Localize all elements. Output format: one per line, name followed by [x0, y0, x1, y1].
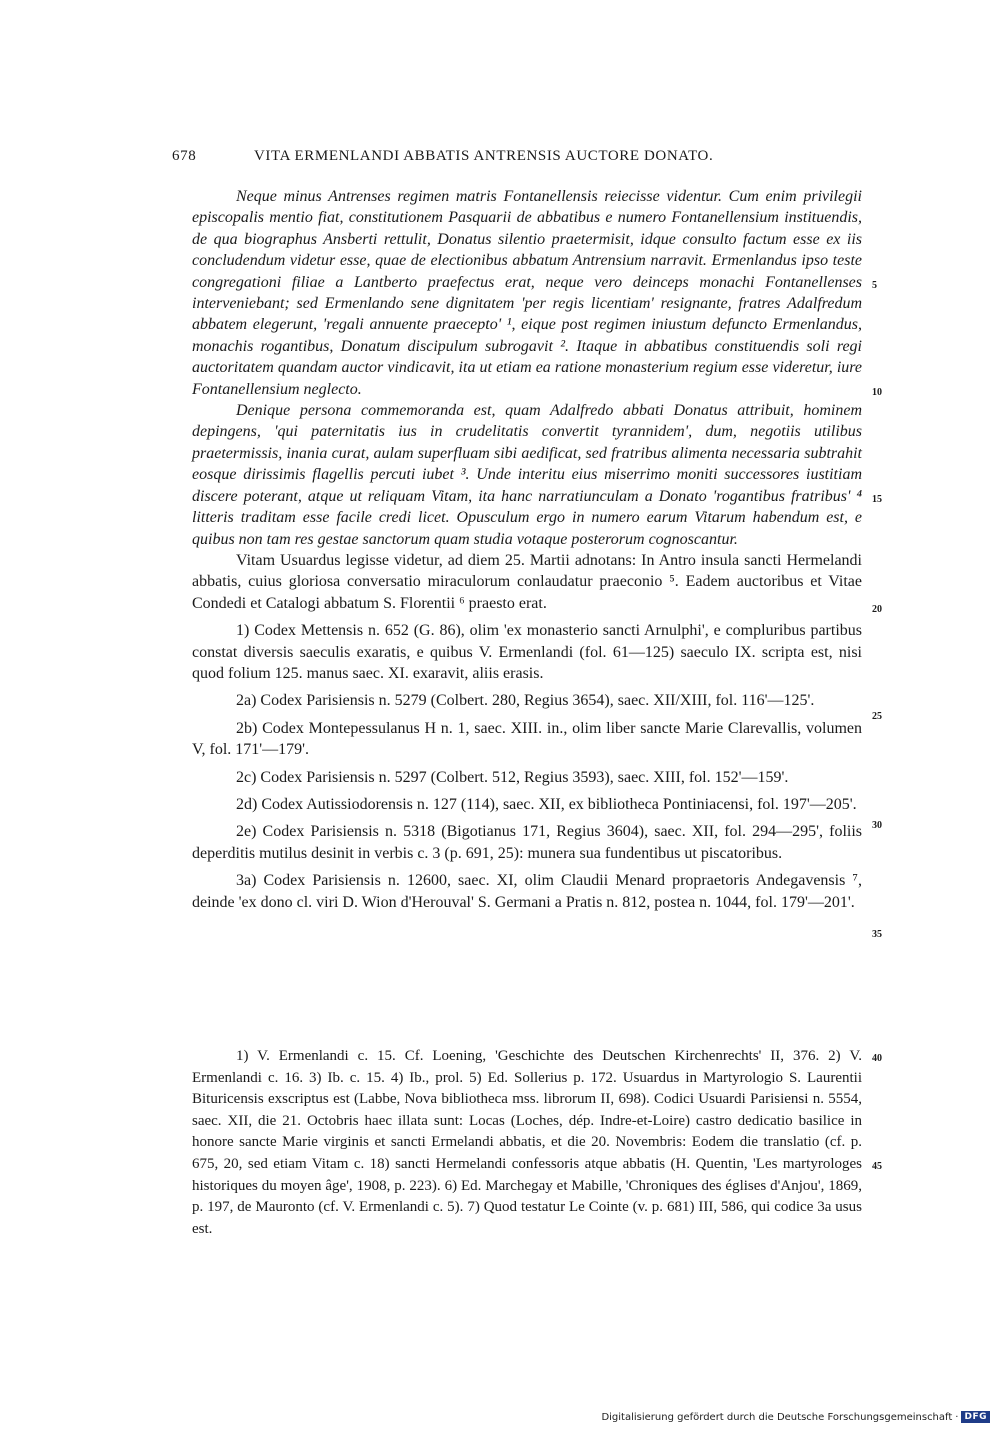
line-number: 30 — [872, 820, 882, 831]
manuscript-2b: 2b) Codex Montepessulanus H n. 1, saec. XIII. in., olim liber sancte Marie Clarevallis, volumen V, fol. 171'—179'. — [192, 719, 862, 759]
manuscript-2e: 2e) Codex Parisiensis n. 5318 (Bigotianus 171, Regius 3604), saec. XII, fol. 294—295', foliis deperditis mutilus desinit in verbis c. 3 (p. 691, 25): munera sua fundentibus ut piscatoribus. — [192, 823, 862, 862]
page-number: 678 — [172, 148, 197, 164]
line-number: 40 — [872, 1053, 882, 1064]
main-text — [192, 186, 862, 913]
manuscript-1: 1) Codex Mettensis n. 652 (G. 86), olim 'ex monasterio sancti Arnulphi', e compluribus partibus constat diversis saeculis exaratis, e quibus V. Ermenlandi (fol. 61—125) saeculo IX. scripta est, nisi quod folium 125. manus saec. XI. exaravit, aliis erasis. — [192, 622, 862, 682]
footnote-text: 1) V. Ermenlandi c. 15. Cf. Loening, 'Geschichte des Deutschen Kirchenrechts' II, 376. 2) V. Ermenlandi c. 16. 3) Ib. c. 15. 4) Ib., prol. 5) Ed. Sollerius p. 172. Usuardus in Martyrologio S. Laurentii Bituricensis exscriptus est (Labbe, Nova bibliotheca mss. librorum II, 698). Codici Usuardi Parisiensi n. 5554, saec. XII, die 21. Octobris haec illata sunt: Locas (Loches, dép. Indre-et-Loire) castro dedicatio basilice in honore sancte Marie virginis et sancti Ermelandi abbatis, et die 20. Novembris: Eodem die translatio (cf. p. 675, 20, sed etiam Vitam c. 18) sancti Hermelandi confessoris atque abbatis (H. Quentin, 'Les martyrologes historiques du moyen âge', 1908, p. 223). 6) Ed. Marchegay et Mabille, 'Chroniques des églises d'Anjou', 1869, p. 197, de Mauronto (cf. V. Ermenlandi c. 5). 7) Quod testatur Le Cointe (v. p. 681) III, 586, qui codice 3a usus est. — [192, 1048, 862, 1237]
line-number: 45 — [872, 1161, 882, 1172]
running-header — [172, 148, 872, 165]
digitization-note: Digitalisierung gefördert durch die Deutsche Forschungsgemeinschaft · DFG — [601, 1411, 990, 1423]
paragraph-fontanelle: Neque minus Antrenses regimen matris Fontanellensis reiecisse videntur. Cum enim privilegii episcopalis mentio fiat, constitutionem Pasquarii de abbatibus e numero Fontanellensium instituendis, de qua biographus Ansberti rettulit, Donatus silentio praetermisit, idque consulto factum esse ex iis concludendum videtur esse, quae de electionibus abbatum Antrensium narravit. Ermenlandus ipso teste congregationi filiae a Lantberto praefectus erat, neque vero deinceps monachi Fontanellenses interveniebant; sed Ermenlando sene dignitatem 'per regis licentiam' resignante, fratres Adalfredum abbatem elegerunt, 'regali annuente praecepto' ¹, eique post regimen iniustum defuncto Ermenlandus, monachis rogantibus, Donatum discipulum subrogavit ². Itaque in abbatibus constituendis soli regi auctoritatem quandam auctor vindicavit, ita ut etiam ea ratione monasterium regium esse videretur, iure Fontanellensium neglecto. — [192, 188, 862, 398]
manuscript-2a: 2a) Codex Parisiensis n. 5279 (Colbert. 280, Regius 3654), saec. XII/XIII, fol. 116'—125'. — [236, 692, 815, 710]
footnotes — [192, 1046, 862, 1240]
digitization-text: Digitalisierung gefördert durch die Deutsche Forschungsgemeinschaft — [601, 1411, 953, 1423]
paragraph-usuardus: Vitam Usuardus legisse videtur, ad diem 25. Martii adnotans: In Antro insula sancti Hermelandi abbatis, cuius gloriosa conversatio miraculorum conlaudatur praeconio ⁵. Eadem auctoribus et Vitae Condedi et Catalogi abbatum S. Florentii ⁶ praesto erat. — [192, 551, 862, 612]
manuscript-2c: 2c) Codex Parisiensis n. 5297 (Colbert. 512, Regius 3593), saec. XIII, fol. 152'—159'. — [236, 768, 789, 786]
line-number: 20 — [872, 604, 882, 615]
line-number: 15 — [872, 494, 882, 505]
running-title: VITA ERMENLANDI ABBATIS ANTRENSIS AUCTORE DONATO. — [254, 148, 714, 164]
line-number: 35 — [872, 929, 882, 940]
line-number: 10 — [872, 387, 882, 398]
paragraph-adalfredus: Denique persona commemoranda est, quam Adalfredo abbati Donatus attribuit, hominem depingens, 'qui paternitatis ius in crudelitatis convertit tyrannidem', dum, negotiis utilibus praetermissis, inania curat, aulam superfluam sibi aedificat, sed fratribus alimenta necessaria subtrahit eosque dirissimis flagellis percuti iubet ³. Unde interitu eius miserrimo moniti successores iustitiam discere poterant, atque ut reliquam Vitam, ita hanc narratiunculam a Donato 'rogantibus fratribus' ⁴ litteris traditam esse facile credi licet. Opusculum ergo in numero earum Vitarum habendum est, e quibus non tam res gestae sanctorum quam studia votaque posterorum cognoscantur. — [192, 402, 862, 548]
line-number: 25 — [872, 711, 882, 722]
manuscript-2d: 2d) Codex Autissiodorensis n. 127 (114), saec. XII, ex bibliotheca Pontiniacensi, fol. 197'—205'. — [236, 795, 857, 813]
line-number: 5 — [872, 280, 877, 291]
manuscript-3a: 3a) Codex Parisiensis n. 12600, saec. XI, olim Claudii Menard propraetoris Andegavensis ⁷, deinde 'ex dono cl. viri D. Wion d'Herouval' S. Germani a Pratis n. 812, postea n. 1044, fol. 179'—201'. — [192, 872, 862, 911]
dfg-logo-icon: DFG — [961, 1411, 990, 1423]
